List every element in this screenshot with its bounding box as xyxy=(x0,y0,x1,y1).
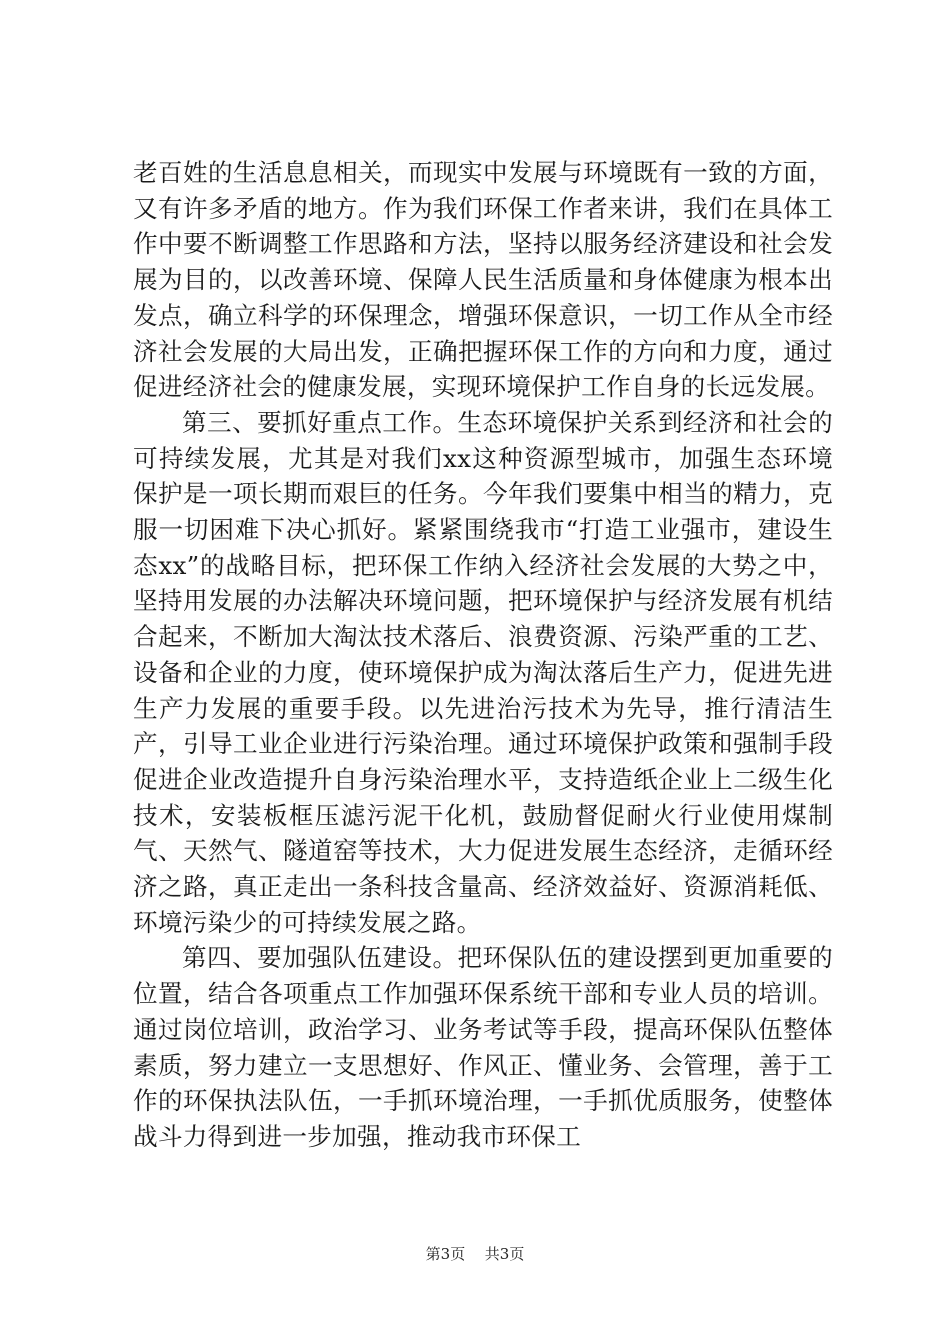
document-body xyxy=(133,155,833,1155)
page-number-current: 第3页 xyxy=(425,1245,466,1263)
paragraph-intro: 老百姓的生活息息相关，而现实中发展与环境既有一致的方面，又有许多矛盾的地方。作为我们环保工作者来讲，我们在具体工作中要不断调整工作思路和方法，坚持以服务经济建设和社会发展为目的，以改善环境、保障人民生活质量和身体健康为根本出发点，确立科学的环保理念，增强环保意识，一切工作从全市经济社会发展的大局出发，正确把握环保工作的方向和力度，通过促进经济社会的健康发展，实现环境保护工作自身的长远发展。 xyxy=(133,158,833,402)
paragraph-fourth-point: 第四、要加强队伍建设。把环保队伍的建设摆到更加重要的位置，结合各项重点工作加强环保系统干部和专业人员的培训。通过岗位培训，政治学习、业务考试等手段，提高环保队伍整体素质，努力建立一支思想好、作风正、懂业务、会管理，善于工作的环保执法队伍，一手抓环境治理，一手抓优质服务，使整体战斗力得到进一步加强，推动我市环保工 xyxy=(133,943,833,1151)
paragraph-third-point: 第三、要抓好重点工作。生态环境保护关系到经济和社会的可持续发展，尤其是对我们xx这种资源型城市，加强生态环境保护是一项长期而艰巨的任务。今年我们要集中相当的精力，克服一切困难下决心抓好。紧紧围绕我市“打造工业强市，建设生态xx”的战略目标，把环保工作纳入经济社会发展的大势之中，坚持用发展的办法解决环境问题，把环境保护与经济发展有机结合起来，不断加大淘汰技术落后、浪费资源、污染严重的工艺、设备和企业的力度，使环境保护成为淘汰落后生产力，促进先进生产力发展的重要手段。以先进治污技术为先导，推行清洁生产，引导工业企业进行污染治理。通过环境保护政策和强制手段促进企业改造提升自身污染治理水平，支持造纸企业上二级生化技术，安装板框压滤污泥干化机，鼓励督促耐火行业使用煤制气、天然气、隧道窑等技术，大力促进发展生态经济，走循环经济之路，真正走出一条科技含量高、经济效益好、资源消耗低、环境污染少的可持续发展之路。 xyxy=(133,407,833,937)
page-number-total: 共3页 xyxy=(484,1245,525,1263)
page-footer xyxy=(0,1244,950,1264)
